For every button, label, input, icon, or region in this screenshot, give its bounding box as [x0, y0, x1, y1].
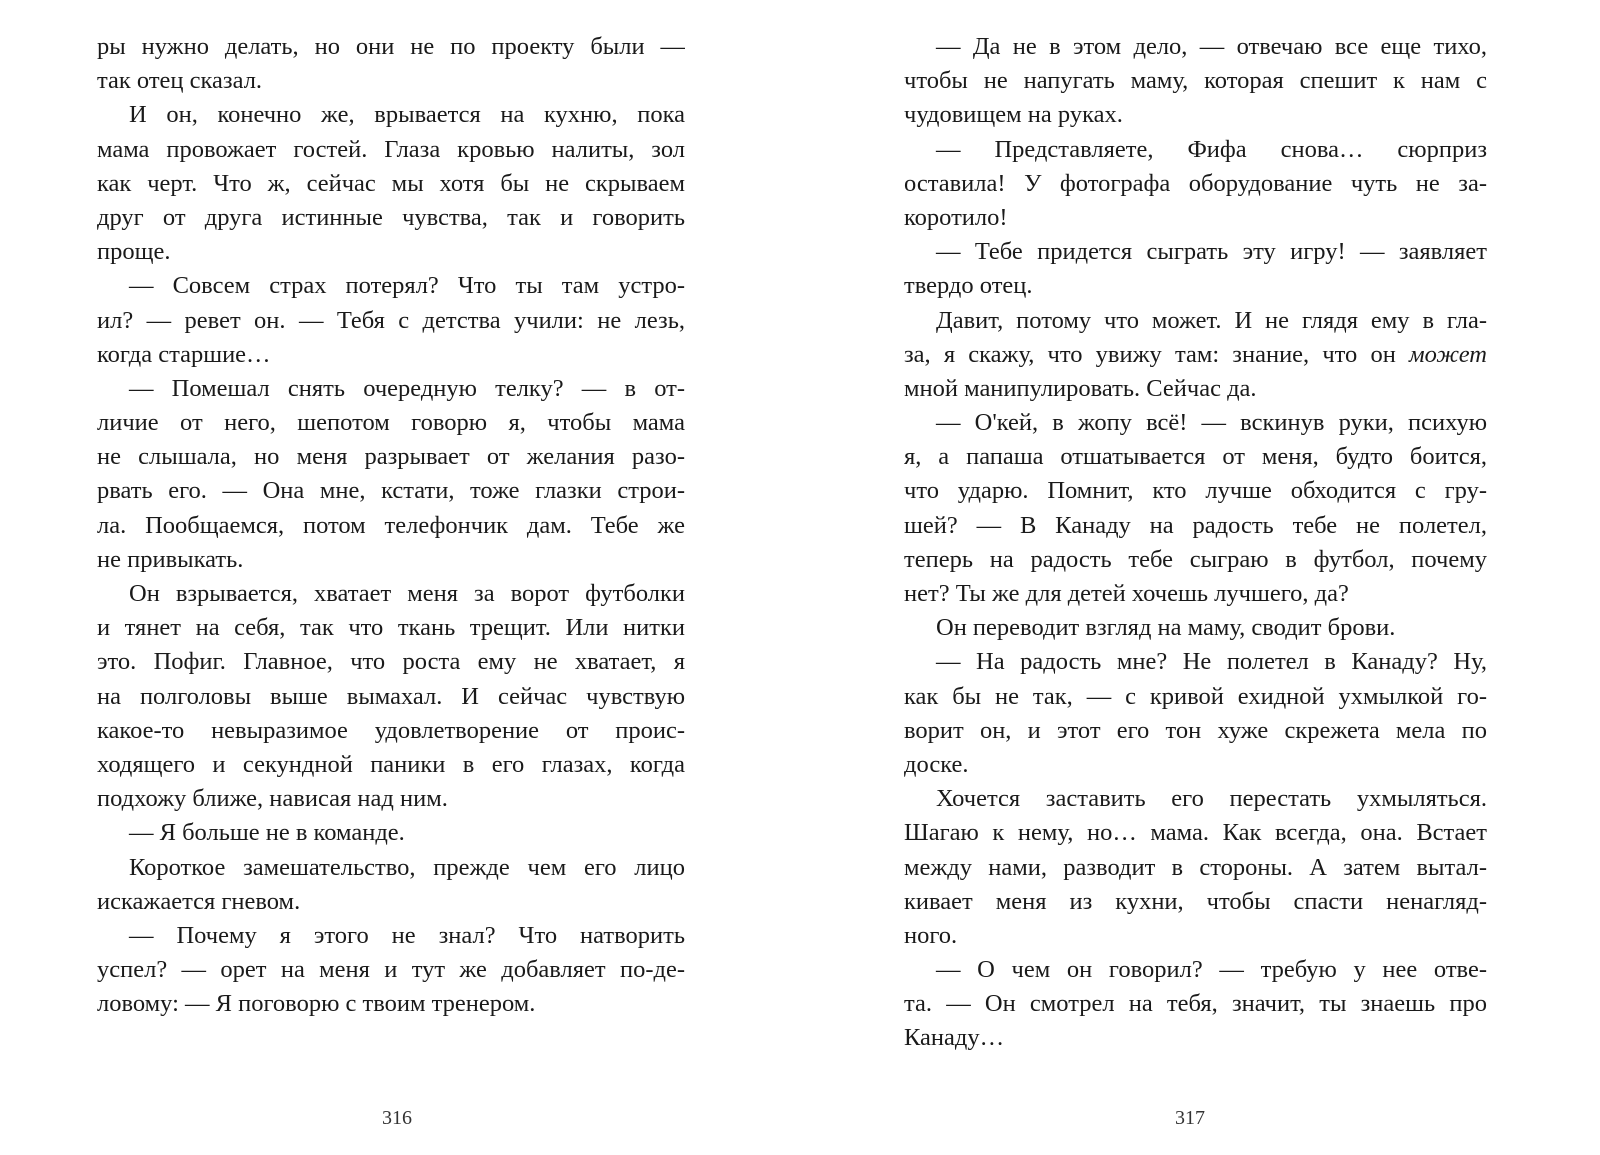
- text-line: — Да не в этом дело, — отвечаю все еще тихо,: [936, 33, 1487, 60]
- text-line: Хочется заставить его перестать ухмыляться.: [936, 785, 1487, 813]
- text-line: проще.: [97, 238, 171, 266]
- text-line: ловому: — Я поговорю с твоим тренером.: [97, 990, 536, 1018]
- text-line: оставила! У фотографа оборудование чуть не за-: [904, 169, 1487, 197]
- text-line: — Я больше не в команде.: [129, 819, 405, 847]
- text-line: — Совсем страх потерял? Что ты там устро-: [129, 272, 685, 300]
- text-line: нет? Ты же для детей хочешь лучшего, да?: [904, 580, 1349, 607]
- text-line: Он взрывается, хватает меня за ворот футболки: [129, 580, 685, 607]
- text-line: та. — Он смотрел на тебя, значит, ты знаешь про: [904, 990, 1487, 1018]
- text-line: Канаду…: [904, 1024, 1005, 1052]
- text-line: ворит он, и этот его тон хуже скрежета мела по: [904, 716, 1487, 744]
- text-line: твердо отец.: [904, 272, 1033, 300]
- text-line: друг от друга истинные чувства, так и говорить: [97, 203, 685, 231]
- text-line: — Представляете, Фифа снова… сюрприз: [936, 135, 1487, 163]
- text-line: чтобы не напугать маму, которая спешит к нам с: [904, 67, 1487, 95]
- text-line: теперь на радость тебе сыграю в футбол, почему: [904, 545, 1487, 573]
- text-line: это. Пофиг. Главное, что роста ему не хватает, я: [97, 648, 685, 676]
- text-line: — О'кей, в жопу всё! — вскинув руки, психую: [936, 409, 1487, 437]
- text-line: ил? — ревет он. — Тебя с детства учили: не лезь,: [97, 306, 685, 334]
- text-line: коротило!: [904, 203, 1008, 231]
- text-line: — Почему я этого не знал? Что натворить: [129, 921, 685, 949]
- text-line: что ударю. Помнит, кто лучше обходится с гру-: [904, 477, 1487, 505]
- text-line: не привыкать.: [97, 545, 244, 573]
- text-line: ла. Пообщаемся, потом телефончик дам. Тебе же: [97, 511, 685, 539]
- text-line: как черт. Что ж, сейчас мы хотя бы не скрываем: [97, 169, 685, 197]
- text-line: И он, конечно же, врывается на кухню, пока: [129, 101, 685, 129]
- page-number: 317: [1175, 1107, 1205, 1129]
- text-line: Короткое замешательство, прежде чем его лицо: [129, 853, 685, 881]
- text-line: Давит, потому что может. И не глядя ему в гла-: [936, 306, 1487, 334]
- text-line: ры нужно делать, но они не по проекту были —: [97, 33, 685, 60]
- text-line: доске.: [904, 750, 969, 778]
- text-line: ного.: [904, 921, 958, 949]
- text-line: когда старшие…: [97, 340, 271, 368]
- text-line: на полголовы выше вымахал. И сейчас чувствую: [97, 682, 685, 710]
- right-page-text: [904, 30, 1487, 1056]
- text-line: рвать его. — Она мне, кстати, тоже глазки строи-: [97, 477, 685, 505]
- text-line: и тянет на себя, так что ткань трещит. Или нитки: [97, 614, 685, 642]
- text-line: — Помешал снять очередную телку? — в от-: [129, 374, 685, 402]
- left-page-text: [97, 30, 685, 1021]
- text-line: ходящего и секундной паники в его глазах, когда: [97, 750, 685, 778]
- text-line: — На радость мне? Не полетел в Канаду? Ну,: [936, 648, 1487, 676]
- text-line: личие от него, шепотом говорю я, чтобы мама: [97, 409, 685, 437]
- text-line: успел? — орет на меня и тут же добавляет по-де-: [97, 956, 685, 984]
- italic-word: может: [1409, 340, 1487, 368]
- text-line: за, я скажу, что увижу там: знание, что он: [904, 340, 1396, 368]
- text-line: Шагаю к нему, но… мама. Как всегда, она. Встает: [904, 819, 1487, 847]
- text-line: кивает меня из кухни, чтобы спасти ненагляд-: [904, 887, 1487, 915]
- right-page: [800, 0, 1600, 1155]
- text-line: — О чем он говорил? — требую у нее отве-: [936, 956, 1487, 984]
- text-line: мама провожает гостей. Глаза кровью налиты, зол: [97, 135, 685, 163]
- text-line: Он переводит взгляд на маму, сводит брови.: [936, 614, 1396, 642]
- text-line: мной манипулировать. Сейчас да.: [904, 374, 1257, 402]
- text-line: какое-то невыразимое удовлетворение от проис-: [97, 716, 685, 744]
- text-line: искажается гневом.: [97, 887, 301, 915]
- text-line: чудовищем на руках.: [904, 101, 1123, 129]
- page-number: 316: [382, 1107, 412, 1129]
- text-line: между нами, разводит в стороны. А затем вытал-: [904, 853, 1487, 881]
- text-line: не слышала, но меня разрывает от желания разо-: [97, 443, 685, 471]
- text-line: как бы не так, — с кривой ехидной ухмылкой го-: [904, 682, 1487, 710]
- text-line: я, а папаша отшатывается от меня, будто боится,: [904, 443, 1487, 471]
- text-line-with-italic: [904, 338, 1487, 372]
- text-line: подхожу ближе, нависая над ним.: [97, 785, 448, 813]
- text-line: — Тебе придется сыграть эту игру! — заявляет: [936, 238, 1487, 266]
- text-line: шей? — В Канаду на радость тебе не полетел,: [904, 511, 1487, 539]
- text-line: так отец сказал.: [97, 67, 263, 95]
